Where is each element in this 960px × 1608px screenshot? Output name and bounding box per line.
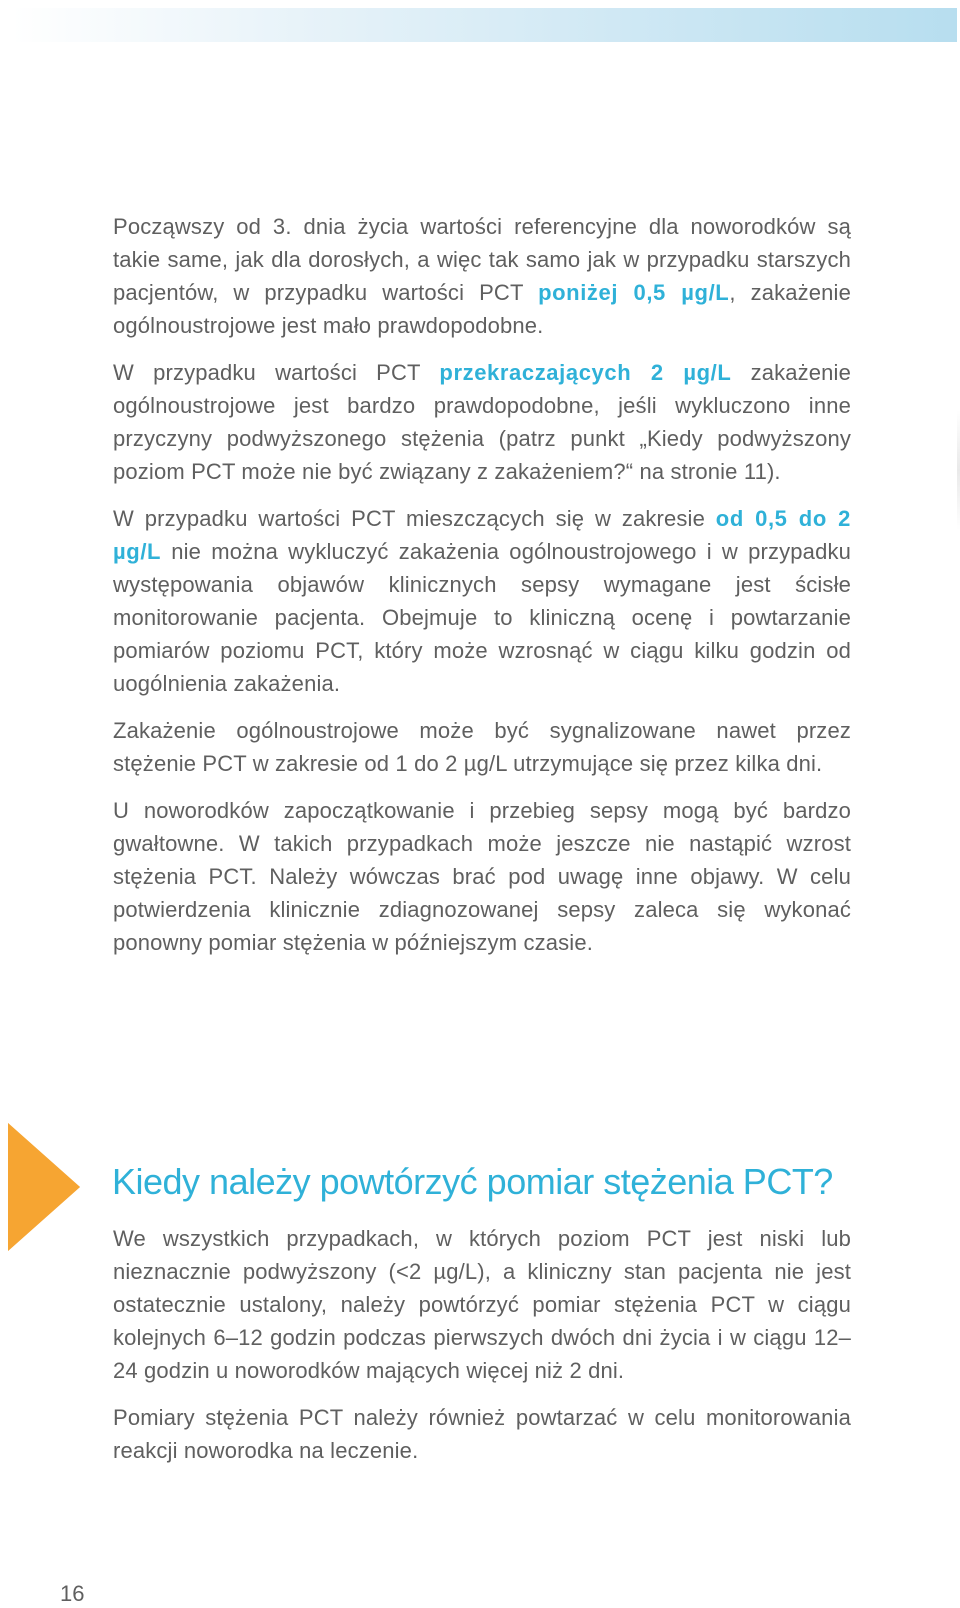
text-run: nie można wykluczyć zakażenia ogólnoustrojowego i w przypadku występowania objawów klinicznych sepsy wymagane jest ścisłe monitorowanie pacjenta. Obejmuje to kliniczną ocenę i powtarzanie pomiarów poziomu PCT, który może wzrosnąć w ciągu kilku godzin od uogólnienia zakażenia. (113, 539, 851, 696)
text-run: Począwszy od 3. dnia życia wartości referencyjne dla noworodków są takie same, jak dla dorosłych, a więc tak samo jak w przypadku starszych pacjentów, w przypadku wartości PCT (113, 214, 851, 305)
text-run: W przypadku wartości PCT mieszczących się w zakresie (113, 506, 716, 531)
triangle-arrow-icon (8, 1123, 80, 1251)
header-gradient-band (12, 8, 957, 42)
body-text-bottom (113, 1222, 851, 1481)
paragraph-3 (113, 502, 851, 700)
paragraph-6 (113, 1222, 851, 1387)
text-run: zakażenie ogólnoustrojowe jest bardzo prawdopodobne, jeśli wykluczono inne przyczyny podwyższonego stężenia (patrz punkt „Kiedy podwyższony poziom PCT może nie być związany z zakażeniem?“ na stronie 11). (113, 360, 851, 484)
text-run: W przypadku wartości PCT (113, 360, 440, 385)
page-number: 16 (60, 1581, 85, 1606)
text-run: We wszystkich przypadkach, w których poziom PCT jest niski lub nieznacznie podwyższony (<2 µg/L), a kliniczny stan pacjenta nie jest ostatecznie ustalony, należy powtórzyć pomiar stężenia PCT w ciągu kolejnych 6–12 godzin podczas pierwszych dwóch dni życia i w ciągu 12–24 godzin u noworodków mających więcej niż 2 dni. (113, 1226, 851, 1383)
paragraph-2 (113, 356, 851, 488)
paragraph-4 (113, 714, 851, 780)
body-text-top (113, 210, 851, 973)
highlight-range-0-5-to-2: od 0,5 do 2 µg/L (113, 506, 851, 564)
paragraph-7 (113, 1401, 851, 1467)
section-heading: Kiedy należy powtórzyć pomiar stężenia PCT? (112, 1161, 833, 1202)
paragraph-1 (113, 210, 851, 342)
text-run: Zakażenie ogólnoustrojowe może być sygnalizowane nawet przez stężenie PCT w zakresie od 1 do 2 µg/L utrzymujące się przez kilka dni. (113, 718, 851, 776)
paragraph-5 (113, 794, 851, 959)
text-run: Pomiary stężenia PCT należy również powtarzać w celu monitorowania reakcji noworodka na leczenie. (113, 1405, 851, 1463)
text-run: U noworodków zapoczątkowanie i przebieg sepsy mogą być bardzo gwałtowne. W takich przypadkach może jeszcze nie nastąpić wzrost stężenia PCT. Należy wówczas brać pod uwagę inne objawy. W celu potwierdzenia klinicznie zdiagnozowanej sepsy zaleca się wykonać ponowny pomiar stężenia w późniejszym czasie. (113, 798, 851, 955)
highlight-above-2: przekraczających 2 µg/L (439, 360, 732, 385)
text-run: , zakażenie ogólnoustrojowe jest mało prawdopodobne. (113, 280, 851, 338)
highlight-below-0-5: poniżej 0,5 µg/L (538, 280, 730, 305)
